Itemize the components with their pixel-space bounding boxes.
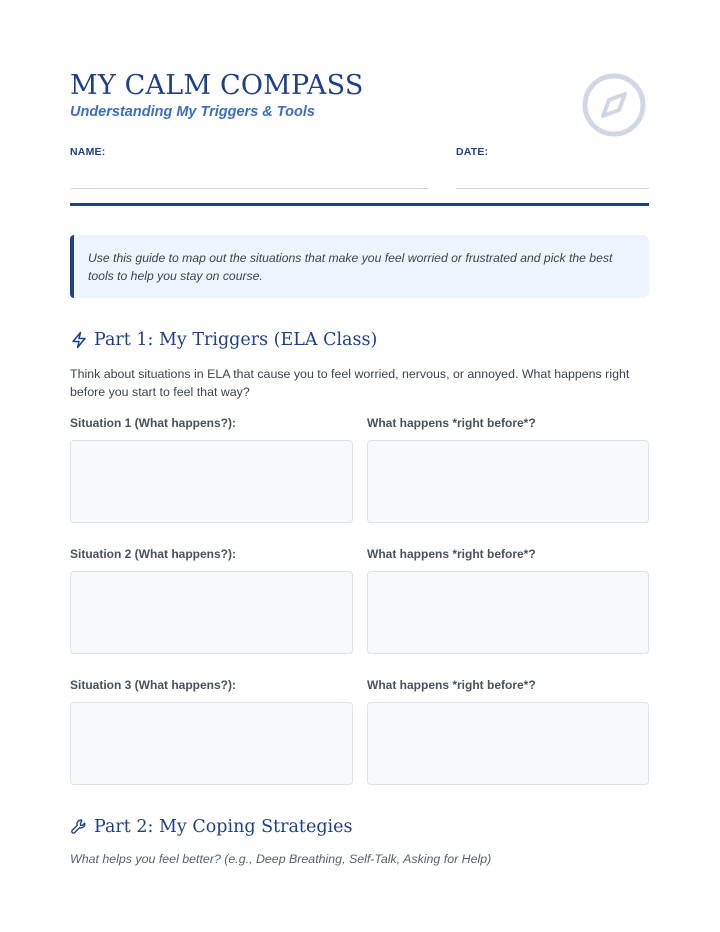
before-3-label: What happens *right before*? (367, 678, 536, 692)
intro-text: Use this guide to map out the situations that make you feel worried or frustrated and pick the best tools to help you stay on course. (88, 251, 613, 283)
part2-heading (70, 815, 352, 839)
page-subtitle: Understanding My Triggers & Tools (70, 104, 315, 120)
situation-3-label: Situation 3 (What happens?): (70, 678, 236, 692)
name-label: NAME: (70, 146, 106, 158)
situation-2-label: Situation 2 (What happens?): (70, 547, 236, 561)
part2-description: What helps you feel better? (e.g., Deep Breathing, Self-Talk, Asking for Help) (70, 852, 492, 866)
callout-accent-bar (70, 235, 74, 298)
situation-1-label: Situation 1 (What happens?): (70, 416, 236, 430)
situation-2-box[interactable] (70, 571, 353, 654)
date-label: DATE: (456, 146, 489, 158)
date-field[interactable] (456, 188, 649, 189)
lightning-bolt-icon (70, 331, 88, 349)
before-2-box[interactable] (367, 571, 649, 654)
situation-3-box[interactable] (70, 702, 353, 785)
before-1-box[interactable] (367, 440, 649, 523)
part1-description: Think about situations in ELA that cause you to feel worried, nervous, or annoyed. What happens right before you start to feel that way? (70, 367, 630, 399)
part1-title: Part 1: My Triggers (ELA Class) (94, 330, 378, 350)
part2-title: Part 2: My Coping Strategies (94, 817, 353, 837)
before-3-box[interactable] (367, 702, 649, 785)
compass-icon (581, 72, 647, 138)
page-title: MY CALM COMPASS (70, 70, 364, 101)
before-1-label: What happens *right before*? (367, 416, 536, 430)
intro-callout (70, 235, 649, 298)
header-divider (70, 203, 649, 206)
situation-1-box[interactable] (70, 440, 353, 523)
before-2-label: What happens *right before*? (367, 547, 536, 561)
name-field[interactable] (70, 188, 428, 189)
wrench-icon (70, 818, 88, 836)
part1-heading (70, 328, 377, 352)
